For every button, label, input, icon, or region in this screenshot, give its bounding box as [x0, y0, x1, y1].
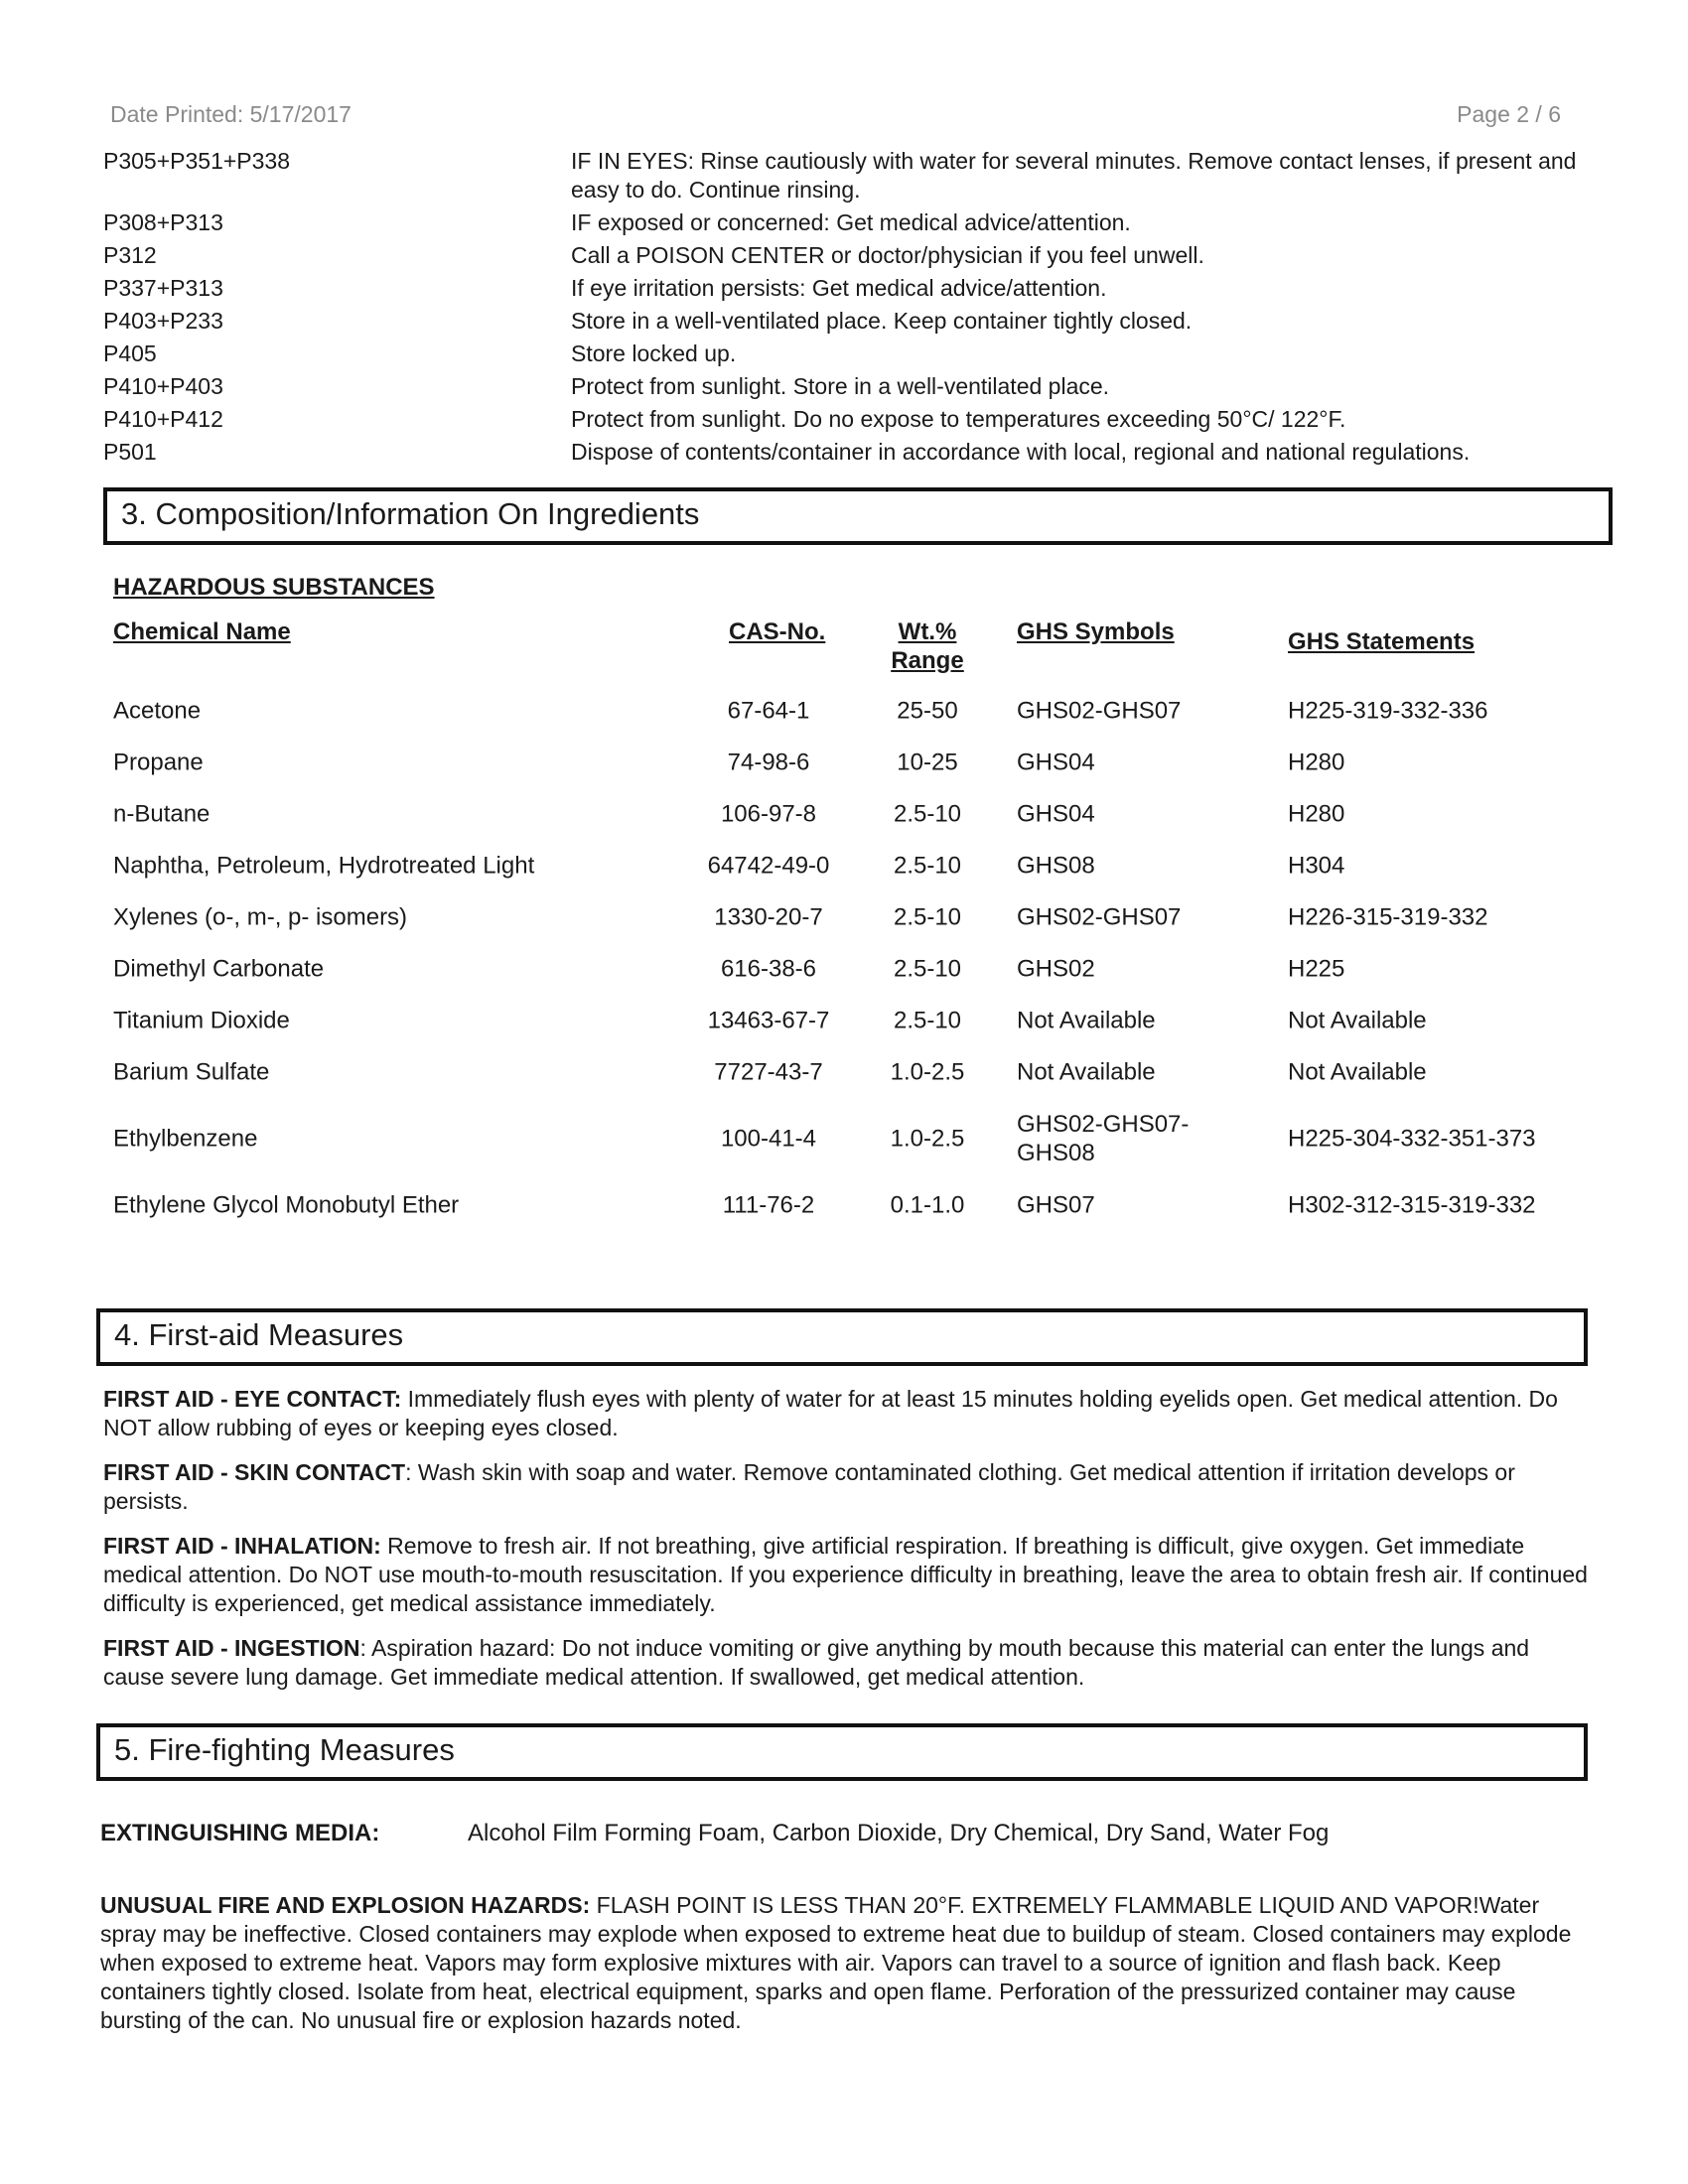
- ghs-symbols: Not Available: [1017, 1058, 1156, 1086]
- precaution-text: Protect from sunlight. Do no expose to temperatures exceeding 50°C/ 122°F.: [571, 406, 1346, 432]
- ghs-statements: Not Available: [1288, 1058, 1427, 1086]
- ghs-statements: Not Available: [1288, 1007, 1427, 1034]
- column-wt-range: [883, 617, 972, 675]
- precaution-code: P337+P313: [103, 275, 223, 301]
- first-aid-inhalation-label: FIRST AID - INHALATION:: [103, 1533, 381, 1559]
- page-number: Page 2 / 6: [1457, 101, 1561, 127]
- chemical-name: Acetone: [113, 697, 202, 725]
- wt-range: 2.5-10: [893, 903, 962, 931]
- precautionary-statements: [103, 147, 1583, 471]
- chemical-name: Dimethyl Carbonate: [113, 955, 325, 983]
- first-aid-ingestion-text: : Aspiration hazard: Do not induce vomiting or give anything by mouth because this material can enter the lungs and cause severe lung damage. Get immediate medical attention. If swallowed, get medical attention.: [103, 1635, 1530, 1690]
- precaution-text: Call a POISON CENTER or doctor/physician if you feel unwell.: [571, 242, 1204, 268]
- extinguishing-media: [100, 1819, 1590, 1848]
- section-4-title: 4. First-aid Measures: [96, 1308, 1588, 1366]
- wt-range: 2.5-10: [893, 1007, 962, 1034]
- chemical-name: Ethylene Glycol Monobutyl Ether: [113, 1191, 460, 1219]
- unusual-fire-hazards: [100, 1891, 1590, 2035]
- chemical-name: n-Butane: [113, 800, 211, 828]
- section-5-title: 5. Fire-fighting Measures: [96, 1723, 1588, 1781]
- precaution-code: P312: [103, 242, 157, 268]
- ghs-statements: H225-319-332-336: [1288, 697, 1488, 725]
- ghs-symbols: Not Available: [1017, 1007, 1156, 1034]
- precaution-row: [103, 372, 1583, 401]
- table-row: [113, 943, 1603, 995]
- cas-no: 111-76-2: [722, 1191, 815, 1219]
- column-wt-line2: Range: [891, 647, 964, 674]
- ghs-statements: H226-315-319-332: [1288, 903, 1488, 931]
- ghs-statements: H302-312-315-319-332: [1288, 1191, 1536, 1219]
- cas-no: 64742-49-0: [707, 852, 830, 880]
- extinguishing-media-label: EXTINGUISHING MEDIA:: [100, 1820, 380, 1846]
- chemical-name: Xylenes (o-, m-, p- isomers): [113, 903, 408, 931]
- ghs-symbols: GHS02-GHS07: [1017, 697, 1182, 725]
- wt-range: 1.0-2.5: [890, 1125, 965, 1153]
- first-aid-ingestion: [103, 1634, 1593, 1692]
- wt-range: 25-50: [897, 697, 958, 725]
- first-aid-eye: [103, 1385, 1593, 1442]
- precaution-code: P501: [103, 439, 157, 465]
- chemical-name: Naphtha, Petroleum, Hydrotreated Light: [113, 852, 535, 880]
- column-wt-line1: Wt.%: [898, 618, 957, 645]
- chemical-name: Propane: [113, 749, 204, 776]
- column-cas-no: CAS-No.: [729, 618, 826, 645]
- ghs-symbols: GHS04: [1017, 749, 1095, 776]
- section-3-title: 3. Composition/Information On Ingredients: [103, 487, 1613, 545]
- precaution-code: P403+P233: [103, 308, 223, 334]
- extinguishing-media-text: Alcohol Film Forming Foam, Carbon Dioxide, Dry Chemical, Dry Sand, Water Fog: [468, 1820, 1330, 1846]
- column-ghs-symbols: GHS Symbols: [1017, 618, 1175, 645]
- precaution-text: Protect from sunlight. Store in a well-ventilated place.: [571, 373, 1110, 399]
- precaution-text: Dispose of contents/container in accordance with local, regional and national regulations.: [571, 439, 1471, 465]
- column-chemical-name: Chemical Name: [113, 618, 291, 645]
- table-row: [113, 1179, 1603, 1231]
- precaution-code: P410+P403: [103, 373, 223, 399]
- wt-range: 0.1-1.0: [890, 1191, 965, 1219]
- first-aid-eye-text: Immediately flush eyes with plenty of water for at least 15 minutes holding eyelids open. Get medical attention. Do NOT allow rubbing of eyes or keeping eyes closed.: [103, 1386, 1558, 1440]
- precaution-row: [103, 147, 1583, 205]
- ghs-statements: H304: [1288, 852, 1345, 880]
- precaution-text: If eye irritation persists: Get medical advice/attention.: [571, 275, 1107, 301]
- wt-range: 2.5-10: [893, 800, 962, 828]
- cas-no: 13463-67-7: [707, 1007, 830, 1034]
- precaution-text: IF IN EYES: Rinse cautiously with water for several minutes. Remove contact lenses, if present and easy to do. Continue rinsing.: [571, 148, 1577, 203]
- first-aid-inhalation-text: Remove to fresh air. If not breathing, give artificial respiration. If breathing is difficult, give oxygen. Get immediate medical attention. Do NOT use mouth-to-mouth resuscitation. If you experience difficulty in breathing, leave the area to obtain fresh air. If continued difficulty is experienced, get medical assistance immediately.: [103, 1533, 1588, 1616]
- first-aid-skin-label: FIRST AID - SKIN CONTACT: [103, 1459, 406, 1485]
- ingredients-table: [113, 685, 1603, 1231]
- unusual-fire-hazards-text: FLASH POINT IS LESS THAN 20°F. EXTREMELY FLAMMABLE LIQUID AND VAPOR!Water spray may be ineffective. Closed containers may explode when exposed to extreme heat due to buildup of steam. Closed containers may explode when exposed to extreme heat. Vapors may form explosive mixtures with air. Vapors can travel to a source of ignition and flash back. Keep containers tightly closed. Isolate from heat, electrical equipment, sparks and open flame. Perforation of the pressurized container may cause bursting of the can. No unusual fire or explosion hazards noted.: [100, 1892, 1572, 2033]
- table-row: [113, 788, 1603, 840]
- precaution-row: [103, 274, 1583, 303]
- cas-no: 1330-20-7: [714, 903, 823, 931]
- wt-range: 2.5-10: [893, 852, 962, 880]
- precaution-text: Store in a well-ventilated place. Keep container tightly closed.: [571, 308, 1193, 334]
- precaution-row: [103, 241, 1583, 270]
- table-row: [113, 840, 1603, 891]
- cas-no: 616-38-6: [720, 955, 817, 983]
- precaution-row: [103, 307, 1583, 336]
- ghs-symbols: GHS02: [1017, 955, 1095, 983]
- first-aid-skin-text: : Wash skin with soap and water. Remove contaminated clothing. Get medical attention if irritation develops or persists.: [103, 1459, 1515, 1514]
- cas-no: 100-41-4: [720, 1125, 817, 1153]
- first-aid-ingestion-label: FIRST AID - INGESTION: [103, 1635, 360, 1661]
- precaution-code: P308+P313: [103, 209, 223, 235]
- ghs-statements: H280: [1288, 800, 1345, 828]
- first-aid-eye-label: FIRST AID - EYE CONTACT:: [103, 1386, 402, 1412]
- date-printed: Date Printed: 5/17/2017: [110, 101, 352, 127]
- precaution-row: [103, 405, 1583, 434]
- ghs-symbols: GHS04: [1017, 800, 1095, 828]
- ghs-symbols: GHS02-GHS07-GHS08: [1017, 1111, 1190, 1166]
- precaution-text: IF exposed or concerned: Get medical advice/attention.: [571, 209, 1131, 235]
- table-row: [113, 1098, 1603, 1179]
- wt-range: 10-25: [897, 749, 958, 776]
- first-aid-skin: [103, 1458, 1593, 1516]
- precaution-row: [103, 340, 1583, 368]
- ghs-statements: H280: [1288, 749, 1345, 776]
- precaution-row: [103, 438, 1583, 467]
- cas-no: 7727-43-7: [714, 1058, 823, 1086]
- first-aid-measures: [103, 1385, 1593, 1707]
- ingredients-table-header: [113, 617, 1603, 677]
- wt-range: 2.5-10: [893, 955, 962, 983]
- chemical-name: Barium Sulfate: [113, 1058, 270, 1086]
- wt-range: 1.0-2.5: [890, 1058, 965, 1086]
- precaution-code: P305+P351+P338: [103, 148, 291, 174]
- ghs-symbols: GHS08: [1017, 852, 1095, 880]
- precaution-row: [103, 208, 1583, 237]
- ghs-symbols: GHS02-GHS07: [1017, 903, 1182, 931]
- hazardous-substances-heading: HAZARDOUS SUBSTANCES: [113, 574, 435, 601]
- table-row: [113, 891, 1603, 943]
- table-row: [113, 737, 1603, 788]
- cas-no: 74-98-6: [727, 749, 810, 776]
- unusual-fire-hazards-label: UNUSUAL FIRE AND EXPLOSION HAZARDS:: [100, 1892, 591, 1918]
- ghs-statements: H225-304-332-351-373: [1288, 1125, 1536, 1153]
- ghs-symbols: GHS07: [1017, 1191, 1095, 1219]
- column-ghs-statements: GHS Statements: [1288, 628, 1476, 655]
- first-aid-inhalation: [103, 1532, 1593, 1618]
- cas-no: 106-97-8: [720, 800, 817, 828]
- chemical-name: Titanium Dioxide: [113, 1007, 290, 1034]
- precaution-code: P410+P412: [103, 406, 223, 432]
- precaution-code: P405: [103, 341, 157, 366]
- table-row: [113, 685, 1603, 737]
- table-row: [113, 1046, 1603, 1098]
- ghs-statements: H225: [1288, 955, 1345, 983]
- cas-no: 67-64-1: [727, 697, 810, 725]
- precaution-text: Store locked up.: [571, 341, 737, 366]
- chemical-name: Ethylbenzene: [113, 1125, 258, 1153]
- table-row: [113, 995, 1603, 1046]
